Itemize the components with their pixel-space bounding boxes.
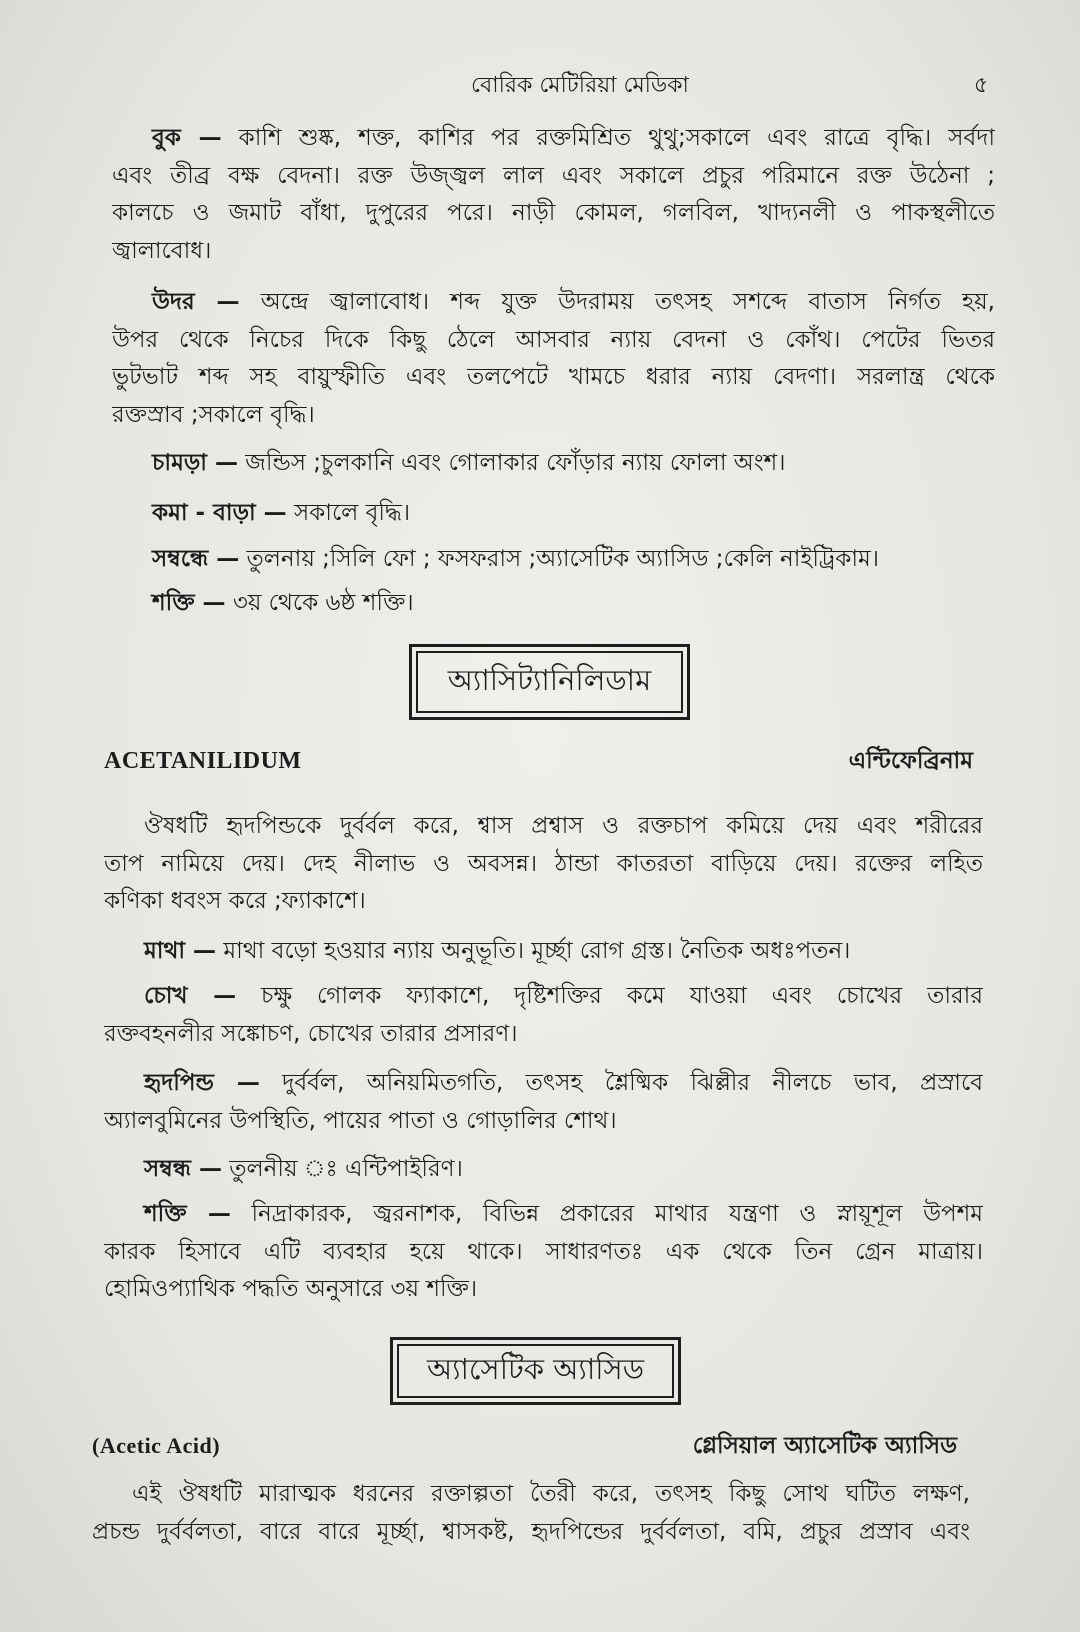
drug-title: অ্যাসিট্যানিলিডাম bbox=[416, 651, 683, 713]
text-line: ঔষধটি হৃদপিন্ডকে দুর্বর্বল করে, শ্বাস প্রশ্বাস ও রক্তচাপ কমিয়ে দেয় এবং শরীরের bbox=[144, 813, 983, 839]
line-text: তুলনীয় ঃ এন্টিপাইরিণ। bbox=[229, 1156, 463, 1182]
drug-title-box bbox=[409, 644, 690, 720]
section-label: চামড়া — bbox=[152, 450, 238, 476]
text-line: প্রচন্ড দুর্বর্বলতা, বারে বারে মূর্চ্ছা, শ্বাসকষ্ট, হৃদপিন্ডের দুর্বর্বলতা, বমি, প্রচুর প্রস্রাব এবং bbox=[92, 1518, 970, 1545]
section-relationship bbox=[112, 541, 995, 579]
section-label: মাথা — bbox=[144, 938, 217, 964]
section-head bbox=[104, 933, 983, 971]
text-line bbox=[104, 1196, 983, 1234]
text-line: ভুটভাট শব্দ সহ বায়ুস্ফীতি এবং তলপেটে খামচে ধরার ন্যায় বেদণা। সরলান্ত্র থেকে bbox=[112, 364, 995, 390]
line-text: দুর্বর্বল, অনিয়মিতগতি, তৎসহ শ্লৈষ্মিক ঝিল্লীর নীলচে ভাব, প্রস্রাবে bbox=[282, 1070, 983, 1096]
section-label: সম্বন্ধে — bbox=[152, 546, 240, 572]
text-line: এবং তীব্র বক্ষ বেদনা। রক্ত উজ্জ্বল লাল এবং সকালে প্রচুর পরিমানে রক্ত উঠেনা ; bbox=[112, 162, 995, 189]
section-chest bbox=[112, 120, 995, 270]
section-skin bbox=[112, 445, 995, 483]
section-label: সম্বন্ধ — bbox=[144, 1156, 222, 1182]
text-line: উপর থেকে নিচের দিকে কিছু ঠেলে আসবার ন্যায় বেদনা ও কোঁথ। পেটের ভিতর bbox=[112, 326, 995, 353]
page-number: ৫ bbox=[973, 73, 989, 98]
text-line: অ্যালবুমিনের উপস্থিতি, পায়ের পাতা ও গোড়ালির শোথ। bbox=[104, 1107, 617, 1134]
text-line bbox=[112, 541, 995, 579]
section-dose bbox=[112, 585, 995, 623]
section-abdomen bbox=[112, 284, 995, 434]
line-text: সকালে বৃদ্ধি। bbox=[293, 500, 411, 526]
line-text: অন্দ্রে জ্বালাবোধ। শব্দ যুক্ত উদরাময় তৎসহ সশব্দে বাতাস নির্গত হয়, bbox=[260, 289, 995, 315]
section-label: বুক — bbox=[152, 125, 222, 151]
section-modalities bbox=[112, 495, 995, 533]
text-line: এই ঔষধটি মারাত্মক ধরনের রক্তাল্পতা তৈরী করে, তৎসহ কিছু সোথ ঘটিত লক্ষণ, bbox=[132, 1481, 970, 1507]
section-label: কমা - বাড়া — bbox=[152, 500, 287, 526]
section-label: হৃদপিন্ড — bbox=[144, 1070, 260, 1096]
section-dose bbox=[104, 1196, 983, 1309]
drug-synonym: এন্টিফেব্রিনাম bbox=[848, 747, 973, 774]
line-text: মাথা বড়ো হওয়ার ন্যায় অনুভূতি। মূর্চ্ছা রোগ গ্রস্ত। নৈতিক অধঃপতন। bbox=[223, 938, 851, 964]
text-line bbox=[104, 933, 983, 971]
drug-name-row bbox=[104, 742, 973, 780]
text-line: রক্তবহনলীর সঙ্কোচণ, চোখের তারার প্রসারণ। bbox=[104, 1020, 518, 1047]
drug-title-box bbox=[390, 1337, 681, 1405]
drug-intro bbox=[104, 808, 983, 921]
text-line: কালচে ও জমাট বাঁধা, দুপুরের পরে। নাড়ী কোমল, গলবিল, খাদ্যনলী ও পাকস্থলীতে bbox=[112, 200, 995, 226]
text-line bbox=[112, 585, 995, 623]
latin-drug-name: (Acetic Acid) bbox=[92, 1433, 221, 1458]
text-line: কণিকা ধবংস করে ;ফ্যাকাশে। bbox=[104, 888, 366, 914]
text-line: তাপ নামিয়ে দেয়। দেহ নীলাভ ও অবসন্ন। ঠান্ডা কাতরতা বাড়িয়ে দেয়। রক্তের লহিত bbox=[104, 850, 983, 877]
section-label: চোখ — bbox=[144, 983, 237, 1009]
text-line bbox=[112, 120, 995, 158]
text-line: কারক হিসাবে এটি ব্যবহার হয়ে থাকে। সাধারণতঃ এক থেকে তিন গ্রেন মাত্রায়। bbox=[104, 1238, 983, 1265]
line-text: নিদ্রাকারক, জ্বরনাশক, বিভিন্ন প্রকারের মাথার যন্ত্রণা ও স্নায়ূশূল উপশম bbox=[251, 1201, 983, 1227]
text-line: জ্বালাবোধ। bbox=[112, 237, 212, 264]
section-heart bbox=[104, 1065, 983, 1140]
drug-synonym: গ্লেসিয়াল অ্যাসেটিক অ্যাসিড bbox=[692, 1432, 957, 1459]
text-line bbox=[112, 495, 995, 533]
text-line bbox=[104, 978, 983, 1016]
latin-drug-name: ACETANILIDUM bbox=[104, 747, 302, 774]
line-text: কাশি শুষ্ক, শক্ত, কাশির পর রক্তমিশ্রিত থুথু;সকালে এবং রাত্রে বৃদ্ধি। সর্বদা bbox=[238, 125, 995, 151]
text-line: হোমিওপ্যাথিক পদ্ধতি অনুসারে ৩য় শক্তি। bbox=[104, 1276, 478, 1302]
drug-intro bbox=[92, 1476, 970, 1551]
section-relationship bbox=[104, 1151, 983, 1189]
line-text: ৩য় থেকে ৬ষ্ঠ শক্তি। bbox=[232, 590, 414, 616]
text-line bbox=[112, 284, 995, 322]
section-eyes bbox=[104, 978, 983, 1053]
section-label: শক্তি — bbox=[152, 590, 226, 616]
text-line: রক্তস্রাব ;সকালে বৃদ্ধি। bbox=[112, 401, 315, 428]
section-label: উদর — bbox=[152, 289, 240, 315]
line-text: তুলনায় ;সিলি ফো ; ফসফরাস ;অ্যাসেটিক অ্যাসিড ;কেলি নাইট্রিকাম। bbox=[246, 546, 880, 572]
section-label: শক্তি — bbox=[144, 1201, 231, 1227]
text-line bbox=[112, 445, 995, 483]
text-line bbox=[104, 1151, 983, 1189]
line-text: জন্ডিস ;চুলকানি এবং গোলাকার ফোঁড়ার ন্যায় ফোলা অংশ। bbox=[245, 450, 786, 476]
running-header-title: বোরিক মেটিরিয়া মেডিকা bbox=[471, 73, 689, 98]
drug-name-row bbox=[92, 1427, 957, 1465]
line-text: চক্ষু গোলক ফ্যাকাশে, দৃষ্টিশক্তির কমে যাওয়া এবং চোখের তারার bbox=[261, 983, 983, 1009]
text-line bbox=[104, 1065, 983, 1103]
drug-title: অ্যাসেটিক অ্যাসিড bbox=[397, 1344, 674, 1398]
